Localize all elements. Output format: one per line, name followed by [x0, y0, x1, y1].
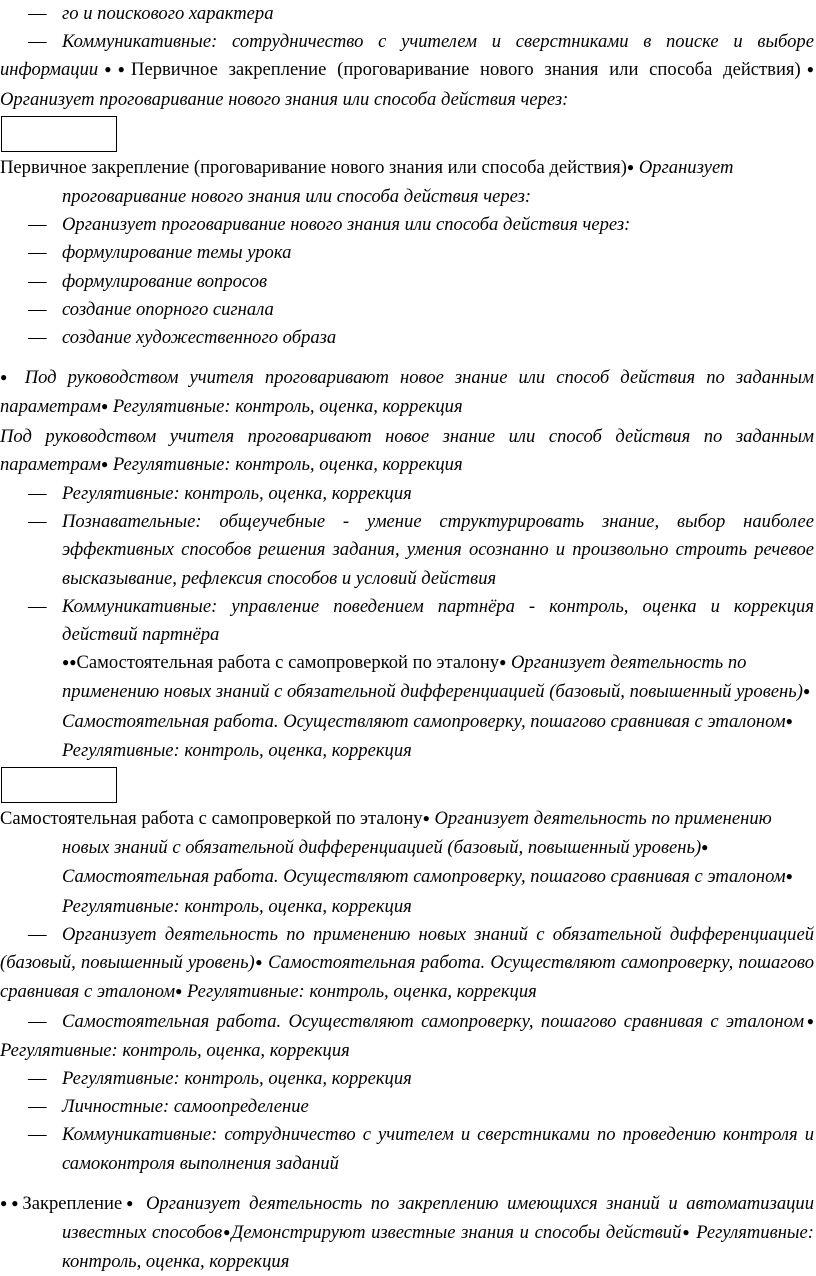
bullet-icon: ● [499, 655, 507, 670]
list-item [0, 324, 816, 352]
text: Регулятивные: контроль, оценка, коррекция [0, 1039, 350, 1061]
dash-marker: — [28, 31, 47, 53]
text: Коммуникативные: сотрудничество с учителем и сверстниками по проведению контроля и самоконтроля выполнения заданий [62, 1124, 814, 1174]
empty-frame [1, 767, 117, 803]
list-item [0, 28, 816, 114]
paragraph [0, 154, 816, 211]
text: Коммуникативные: сотрудничество с учителем и сверстниками в поиске и выборе информации [0, 31, 814, 81]
dash-marker: — [28, 1067, 47, 1089]
text: го и поискового характера [62, 3, 274, 24]
text: создание художественного образа [62, 327, 337, 349]
dash-marker: — [28, 595, 47, 617]
bullet-icon: ● [802, 684, 811, 699]
bullet-icon: ● [422, 811, 430, 826]
bullet-icon: ● [800, 62, 815, 77]
text: создание опорного сигнала [62, 298, 274, 320]
list-item [0, 508, 816, 593]
paragraph [0, 649, 816, 765]
text: Регулятивные: контроль, оценка, коррекция [62, 739, 412, 761]
bullet-icon: ● [222, 1224, 232, 1239]
text: Под руководством учителя проговаривают новое знание или способ действия по заданным параметрам [0, 367, 815, 418]
text: Регулятивные: контроль, оценка, коррекция [62, 1067, 412, 1089]
text: Организует деятельность по применению новых знаний с обязательной дифференциацией (базовый, повышенный уровень) [62, 808, 772, 859]
text: Закрепление [22, 1192, 123, 1214]
list-item [0, 1008, 816, 1065]
list-item [0, 1121, 816, 1177]
bullet-icon: ● [98, 62, 118, 77]
paragraph [0, 364, 816, 422]
text: Демонстрируют известные знания и способы действий [231, 1221, 682, 1243]
dash-marker: — [28, 298, 47, 320]
list-item [0, 239, 816, 267]
text: Регулятивные: контроль, оценка, коррекция [62, 483, 412, 505]
text: Самостоятельная работа. Осуществляют самопроверку, пошагово сравнивая с эталоном [0, 952, 814, 1003]
bullet-icon: ● [69, 655, 77, 670]
text: Личностные: самоопределение [62, 1096, 309, 1118]
paragraph [0, 423, 816, 480]
paragraph [0, 1190, 816, 1276]
text: Организует проговаривание нового знания или способа действия через: [0, 88, 569, 110]
bullet-icon: ● [11, 1195, 23, 1210]
bullet-icon: ● [62, 655, 70, 670]
bullet-icon: ● [117, 62, 132, 77]
text: Регулятивные: контроль, оценка, коррекция [112, 453, 463, 475]
dash-marker: — [28, 923, 47, 945]
dash-marker: — [28, 3, 47, 24]
list-item [0, 0, 816, 28]
dash-marker: — [28, 511, 47, 533]
text: Самостоятельная работа с самопроверкой по эталону [76, 652, 500, 674]
text: Самостоятельная работа. Осуществляют самопроверку, пошагово сравнивая с эталоном [62, 866, 786, 888]
bullet-icon: ● [175, 984, 183, 999]
text: Самостоятельная работа. Осуществляют самопроверку, пошагово сравнивая с эталоном [62, 710, 786, 732]
dash-marker: — [28, 270, 47, 292]
bullet-icon: ● [626, 159, 635, 174]
text: Регулятивные: контроль, оценка, коррекция [112, 396, 463, 418]
list-item [0, 211, 816, 239]
bullet-icon: ● [785, 713, 793, 728]
bullet-icon: ● [122, 1195, 138, 1210]
bullet-icon: ● [804, 1013, 814, 1028]
text: формулирование вопросов [62, 270, 268, 292]
text: Первичное закрепление (проговаривание нового знания или способа действия) [0, 156, 627, 178]
text: Познавательные: общеучебные - умение структурировать знание, выбор наиболее эффективных способов решения задания, умения осознанно и произвольно строить речевое высказывание, рефлексия способов и условий действия [62, 511, 814, 589]
text: Организует проговаривание нового знания или способа действия через: [62, 214, 631, 236]
paragraph [0, 805, 816, 921]
bullet-icon: ● [0, 370, 14, 385]
text: Под руководством учителя проговаривают новое знание или способ действия по заданным параметрам [0, 425, 814, 475]
text: Организует деятельность по закреплению имеющихся знаний и автоматизации известных способов [62, 1192, 815, 1243]
text: Организует проговаривание нового знания или способа действия через: [62, 156, 734, 208]
dash-marker: — [28, 214, 47, 236]
dash-marker: — [28, 242, 47, 264]
list-item [0, 593, 816, 649]
text: Регулятивные: контроль, оценка, коррекция [62, 895, 412, 917]
dash-marker: — [28, 1124, 47, 1146]
bullet-icon: ● [681, 1224, 691, 1239]
text: Коммуникативные: управление поведением партнёра - контроль, оценка и коррекция действий партнёра [62, 595, 814, 646]
bullet-icon: ● [100, 456, 109, 471]
list-item [0, 921, 816, 1008]
empty-frame [1, 116, 117, 152]
text: Организует деятельность по применению новых знаний с обязательной дифференциацией (базовый, повышенный уровень) [0, 923, 814, 974]
text: Организует деятельность по применению новых знаний с обязательной дифференциацией (базовый, повышенный уровень) [62, 652, 803, 703]
text: Самостоятельная работа с самопроверкой по эталону [0, 808, 423, 830]
list-item [0, 1093, 816, 1121]
dash-marker: — [28, 483, 47, 505]
bullet-icon: ● [254, 955, 263, 970]
text: формулирование темы урока [62, 242, 292, 264]
bullet-icon: ● [701, 840, 709, 855]
list-item [0, 1065, 816, 1093]
bullet-icon: ● [785, 869, 793, 884]
text: Регулятивные: контроль, оценка, коррекция [187, 981, 537, 1003]
bullet-icon: ● [0, 1195, 12, 1210]
dash-marker: — [28, 327, 47, 349]
text: Регулятивные: контроль, оценка, коррекция [62, 1221, 814, 1273]
list-item [0, 480, 816, 508]
list-item [0, 268, 816, 296]
dash-marker: — [28, 1096, 47, 1118]
bullet-icon: ● [100, 399, 109, 414]
text: Первичное закрепление (проговаривание нового знания или способа действия) [131, 59, 801, 81]
list-item [0, 296, 816, 324]
dash-marker: — [28, 1010, 47, 1032]
text: Самостоятельная работа. Осуществляют самопроверку, пошагово сравнивая с эталоном [62, 1010, 805, 1032]
